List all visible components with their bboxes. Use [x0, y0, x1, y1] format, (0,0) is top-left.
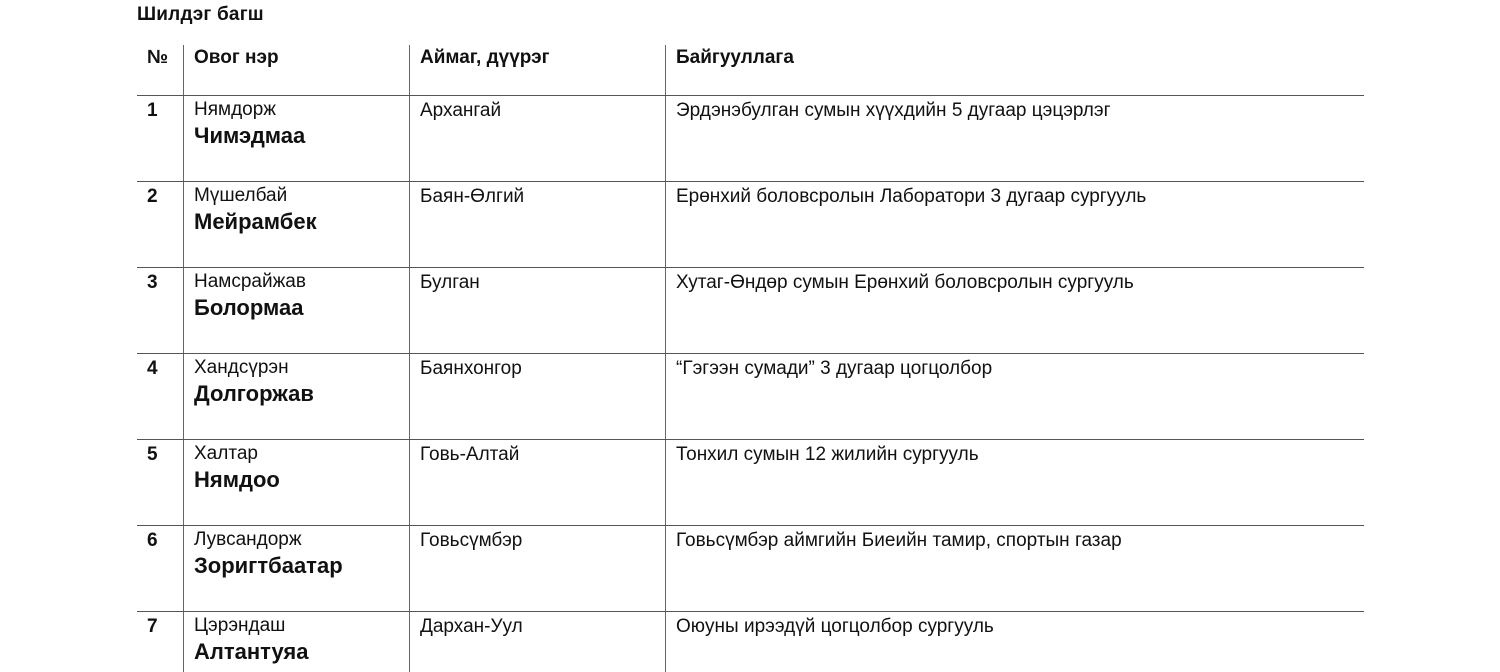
header-number: №	[147, 47, 169, 68]
name-cell	[183, 354, 409, 439]
organization-cell: “Гэгээн сумади” 3 дугаар цогцолбор	[665, 354, 1364, 439]
surname: Мүшелбай	[194, 185, 288, 206]
header-organization: Байгууллага	[665, 45, 1364, 95]
organization-cell: Хутаг-Өндөр сумын Ерөнхий боловсролын сургууль	[665, 268, 1364, 353]
given-name: Болормаа	[194, 295, 304, 320]
header-region: Аймаг, дүүрэг	[409, 45, 665, 95]
table-row	[137, 182, 1364, 268]
organization-cell: Говьсүмбэр аймгийн Биеийн тамир, спортын газар	[665, 526, 1364, 611]
row-number: 2	[147, 186, 158, 207]
row-number: 6	[147, 530, 158, 551]
page-title: Шилдэг багш	[137, 4, 264, 25]
table-row	[137, 612, 1364, 672]
name-cell	[183, 612, 409, 672]
given-name: Алтантуяа	[194, 639, 309, 664]
given-name: Нямдоо	[194, 467, 280, 492]
surname: Намсрайжав	[194, 271, 306, 292]
table-header-row	[137, 45, 1364, 96]
row-number: 5	[147, 444, 158, 465]
region-cell: Говьсүмбэр	[409, 526, 665, 611]
table-row	[137, 96, 1364, 182]
teachers-table	[137, 45, 1364, 672]
name-cell	[183, 182, 409, 267]
organization-cell: Тонхил сумын 12 жилийн сургууль	[665, 440, 1364, 525]
region-cell: Дархан-Уул	[409, 612, 665, 672]
given-name: Мейрамбек	[194, 209, 317, 234]
region-cell: Булган	[409, 268, 665, 353]
given-name: Долгоржав	[194, 381, 314, 406]
organization-cell: Ерөнхий боловсролын Лаборатори 3 дугаар сургууль	[665, 182, 1364, 267]
organization-cell: Оюуны ирээдүй цогцолбор сургууль	[665, 612, 1364, 672]
row-number: 4	[147, 358, 158, 379]
row-number: 7	[147, 616, 158, 637]
name-cell	[183, 526, 409, 611]
region-cell: Баян-Өлгий	[409, 182, 665, 267]
header-name: Овог нэр	[183, 45, 409, 95]
name-cell	[183, 268, 409, 353]
region-cell: Баянхонгор	[409, 354, 665, 439]
given-name: Зоригтбаатар	[194, 553, 343, 578]
surname: Цэрэндаш	[194, 615, 286, 636]
row-number: 3	[147, 272, 158, 293]
region-cell: Архангай	[409, 96, 665, 181]
name-cell	[183, 96, 409, 181]
row-number: 1	[147, 100, 158, 121]
surname: Хандсүрэн	[194, 357, 289, 378]
surname: Нямдорж	[194, 99, 277, 120]
organization-cell: Эрдэнэбулган сумын хүүхдийн 5 дугаар цэцэрлэг	[665, 96, 1364, 181]
table-row	[137, 268, 1364, 354]
name-cell	[183, 440, 409, 525]
given-name: Чимэдмаа	[194, 123, 306, 148]
surname: Халтар	[194, 443, 258, 464]
table-row	[137, 526, 1364, 612]
region-cell: Говь-Алтай	[409, 440, 665, 525]
table-row	[137, 440, 1364, 526]
table-row	[137, 354, 1364, 440]
surname: Лувсандорж	[194, 529, 302, 550]
